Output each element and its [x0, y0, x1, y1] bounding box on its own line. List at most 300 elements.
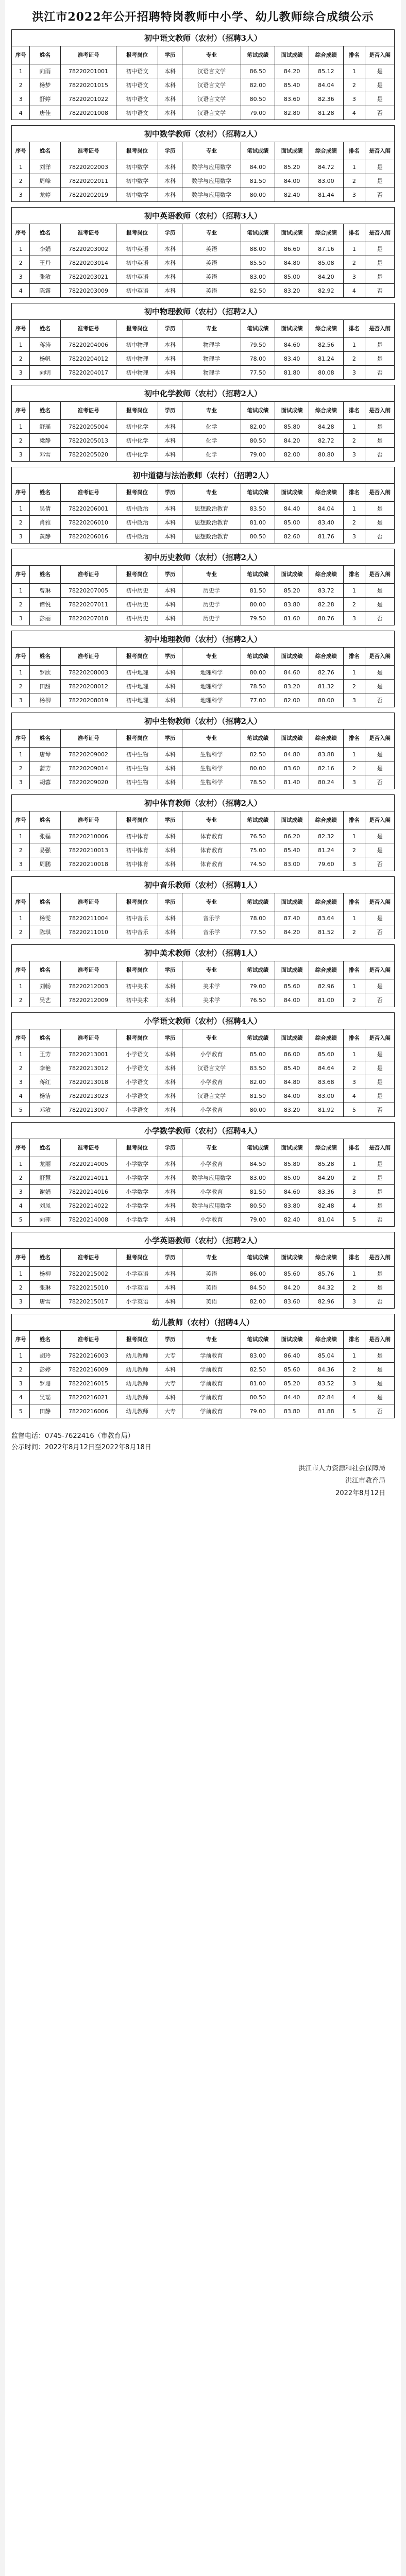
- table-cell: 谢娟: [30, 1185, 60, 1199]
- section-title: 初中英语教师（农村）（招聘3人）: [11, 207, 395, 224]
- table-cell: 3: [343, 448, 365, 462]
- column-header: 准考证号: [60, 730, 116, 748]
- table-cell: 2: [12, 598, 30, 612]
- score-table: [11, 565, 395, 625]
- column-header: 报考岗位: [116, 811, 158, 829]
- table-header-row: [12, 320, 395, 338]
- score-section: [11, 794, 395, 876]
- table-cell: 78220216006: [60, 1404, 116, 1418]
- column-header: 报考岗位: [116, 484, 158, 502]
- column-header: 姓名: [30, 648, 60, 666]
- table-cell: 英语: [182, 270, 241, 284]
- table-cell: 2: [343, 925, 365, 939]
- column-header: 学历: [158, 566, 182, 584]
- table-cell: 小学数学: [116, 1213, 158, 1227]
- table-row: [12, 516, 395, 530]
- column-header: 综合成绩: [309, 1249, 343, 1267]
- table-cell: 音乐学: [182, 925, 241, 939]
- column-header: 姓名: [30, 1029, 60, 1047]
- column-header: 准考证号: [60, 46, 116, 64]
- table-cell: 82.96: [309, 1295, 343, 1309]
- table-cell: 田静: [30, 1404, 60, 1418]
- table-cell: 80.50: [241, 92, 275, 106]
- table-cell: 物理学: [182, 338, 241, 352]
- score-section: [11, 713, 395, 794]
- table-cell: 本科: [158, 1171, 182, 1185]
- table-cell: 地理科学: [182, 693, 241, 707]
- column-header: 面试成绩: [275, 224, 309, 242]
- table-cell: 2: [343, 516, 365, 530]
- column-header: 序号: [12, 1139, 30, 1157]
- table-cell: 是: [365, 598, 395, 612]
- table-cell: 1: [12, 160, 30, 174]
- table-cell: 5: [12, 1103, 30, 1117]
- table-cell: 向雨: [30, 64, 60, 78]
- table-cell: 86.50: [241, 64, 275, 78]
- column-header: 是否入闱: [365, 402, 395, 420]
- section-title: 初中物理教师（农村）（招聘2人）: [11, 303, 395, 319]
- table-cell: 否: [365, 366, 395, 380]
- table-cell: 历史学: [182, 598, 241, 612]
- column-header: 准考证号: [60, 566, 116, 584]
- table-cell: 初中语文: [116, 106, 158, 120]
- column-header: 专业: [182, 46, 241, 64]
- table-cell: 78220214008: [60, 1213, 116, 1227]
- table-cell: 初中语文: [116, 64, 158, 78]
- table-cell: 初中生物: [116, 775, 158, 789]
- table-cell: 小学语文: [116, 1089, 158, 1103]
- table-cell: 78220209014: [60, 761, 116, 775]
- table-cell: 78220202019: [60, 188, 116, 202]
- table-cell: 78220213001: [60, 1047, 116, 1061]
- table-cell: 85.00: [275, 270, 309, 284]
- table-cell: 2: [12, 352, 30, 366]
- table-cell: 生物科学: [182, 775, 241, 789]
- column-header: 是否入闱: [365, 320, 395, 338]
- table-cell: 美术学: [182, 993, 241, 1007]
- table-cell: 78220214005: [60, 1157, 116, 1171]
- score-section: [11, 303, 395, 385]
- column-header: 学历: [158, 730, 182, 748]
- section-title: 幼儿教师（农村）（招聘4人）: [11, 1314, 395, 1330]
- score-table: [11, 1139, 395, 1227]
- table-cell: 78220209002: [60, 748, 116, 761]
- table-cell: 初中政治: [116, 502, 158, 516]
- table-cell: 85.08: [309, 256, 343, 270]
- column-header: 是否入闱: [365, 961, 395, 979]
- table-cell: 82.96: [309, 979, 343, 993]
- table-cell: 黄静: [30, 530, 60, 544]
- table-cell: 小学语文: [116, 1103, 158, 1117]
- score-section: [11, 549, 395, 631]
- table-cell: 3: [12, 693, 30, 707]
- table-cell: 幼儿教师: [116, 1349, 158, 1363]
- section-spacer: [11, 1309, 395, 1314]
- table-cell: 1: [343, 160, 365, 174]
- table-cell: 78220208019: [60, 693, 116, 707]
- section-title: 初中地理教师（农村）（招聘2人）: [11, 631, 395, 647]
- table-cell: 本科: [158, 1199, 182, 1213]
- column-header: 报考岗位: [116, 566, 158, 584]
- column-header: 准考证号: [60, 1331, 116, 1349]
- table-cell: 1: [343, 911, 365, 925]
- column-header: 笔试成绩: [241, 961, 275, 979]
- table-cell: 84.00: [275, 993, 309, 1007]
- table-cell: 87.40: [275, 911, 309, 925]
- table-cell: 3: [12, 857, 30, 871]
- table-cell: 物理学: [182, 366, 241, 380]
- table-cell: 初中地理: [116, 693, 158, 707]
- table-cell: 初中历史: [116, 612, 158, 625]
- table-cell: 82.50: [241, 1363, 275, 1377]
- table-cell: 初中体育: [116, 843, 158, 857]
- table-cell: 汉语言文学: [182, 1061, 241, 1075]
- table-cell: 82.40: [275, 188, 309, 202]
- column-header: 准考证号: [60, 1249, 116, 1267]
- table-cell: 是: [365, 502, 395, 516]
- table-cell: 初中生物: [116, 748, 158, 761]
- table-cell: 78220208003: [60, 666, 116, 680]
- column-header: 是否入闱: [365, 224, 395, 242]
- table-cell: 81.50: [241, 1089, 275, 1103]
- table-row: [12, 612, 395, 625]
- table-cell: 汉语言文学: [182, 106, 241, 120]
- table-cell: 本科: [158, 64, 182, 78]
- column-header: 姓名: [30, 811, 60, 829]
- table-cell: 4: [12, 1199, 30, 1213]
- table-cell: 78220211004: [60, 911, 116, 925]
- table-cell: 1: [12, 502, 30, 516]
- score-section: [11, 1122, 395, 1232]
- table-header-row: [12, 402, 395, 420]
- column-header: 笔试成绩: [241, 566, 275, 584]
- section-spacer: [11, 380, 395, 385]
- column-header: 专业: [182, 566, 241, 584]
- table-cell: 79.50: [241, 612, 275, 625]
- table-cell: 汉语言文学: [182, 78, 241, 92]
- column-header: 报考岗位: [116, 1029, 158, 1047]
- column-header: 序号: [12, 566, 30, 584]
- table-cell: 是: [365, 338, 395, 352]
- column-header: 面试成绩: [275, 961, 309, 979]
- column-header: 序号: [12, 1331, 30, 1349]
- column-header: 是否入闱: [365, 566, 395, 584]
- table-row: [12, 352, 395, 366]
- table-cell: 幼儿教师: [116, 1363, 158, 1377]
- section-title: 小学数学教师（农村）（招聘4人）: [11, 1122, 395, 1139]
- column-header: 是否入闱: [365, 1331, 395, 1349]
- table-cell: 是: [365, 843, 395, 857]
- table-cell: 本科: [158, 1363, 182, 1377]
- table-cell: 汉语言文学: [182, 64, 241, 78]
- table-row: [12, 1213, 395, 1227]
- table-cell: 81.80: [275, 366, 309, 380]
- table-cell: 82.56: [309, 338, 343, 352]
- table-cell: 83.00: [309, 1089, 343, 1103]
- table-cell: 曾琳: [30, 584, 60, 598]
- table-row: [12, 680, 395, 693]
- table-cell: 4: [12, 1391, 30, 1404]
- table-cell: 2: [343, 352, 365, 366]
- table-cell: 83.68: [309, 1075, 343, 1089]
- column-header: 准考证号: [60, 1139, 116, 1157]
- column-header: 是否入闱: [365, 730, 395, 748]
- table-cell: 3: [12, 530, 30, 544]
- table-cell: 84.50: [241, 1157, 275, 1171]
- score-table: [11, 1029, 395, 1117]
- column-header: 面试成绩: [275, 46, 309, 64]
- table-row: [12, 1281, 395, 1295]
- table-cell: 是: [365, 78, 395, 92]
- table-cell: 初中体育: [116, 829, 158, 843]
- table-cell: 化学: [182, 448, 241, 462]
- table-cell: 初中英语: [116, 270, 158, 284]
- table-cell: 初中体育: [116, 857, 158, 871]
- table-cell: 83.52: [309, 1377, 343, 1391]
- table-cell: 83.20: [275, 680, 309, 693]
- table-cell: 84.60: [275, 666, 309, 680]
- table-cell: 是: [365, 1089, 395, 1103]
- score-section: [11, 631, 395, 713]
- table-cell: 否: [365, 612, 395, 625]
- table-cell: 是: [365, 64, 395, 78]
- section-spacer: [11, 939, 395, 944]
- table-cell: 是: [365, 1061, 395, 1075]
- table-cell: 78220207011: [60, 598, 116, 612]
- score-section: [11, 1012, 395, 1122]
- table-cell: 3: [343, 270, 365, 284]
- table-cell: 75.00: [241, 843, 275, 857]
- table-cell: 83.72: [309, 584, 343, 598]
- table-cell: 邓敏: [30, 1103, 60, 1117]
- column-header: 排名: [343, 402, 365, 420]
- document-title: 洪江市2022年公开招聘特岗教师中小学、幼儿教师综合成绩公示: [32, 10, 374, 24]
- table-cell: 5: [343, 1213, 365, 1227]
- column-header: 准考证号: [60, 961, 116, 979]
- column-header: 准考证号: [60, 484, 116, 502]
- column-header: 专业: [182, 142, 241, 160]
- column-header: 学历: [158, 961, 182, 979]
- table-cell: 2: [12, 761, 30, 775]
- table-cell: 否: [365, 1103, 395, 1117]
- table-cell: 4: [12, 106, 30, 120]
- column-header: 学历: [158, 1331, 182, 1349]
- table-cell: 85.20: [275, 1377, 309, 1391]
- table-cell: 初中音乐: [116, 911, 158, 925]
- table-cell: 生物科学: [182, 748, 241, 761]
- column-header: 姓名: [30, 320, 60, 338]
- table-row: [12, 1103, 395, 1117]
- column-header: 准考证号: [60, 142, 116, 160]
- column-header: 报考岗位: [116, 1249, 158, 1267]
- table-row: [12, 78, 395, 92]
- section-title: 初中道德与法治教师（农村）（招聘2人）: [11, 467, 395, 483]
- table-cell: 2: [343, 256, 365, 270]
- table-cell: 化学: [182, 434, 241, 448]
- table-cell: 学前教育: [182, 1404, 241, 1418]
- column-header: 综合成绩: [309, 1139, 343, 1157]
- column-header: 排名: [343, 46, 365, 64]
- table-cell: 是: [365, 1363, 395, 1377]
- table-cell: 82.76: [309, 666, 343, 680]
- table-cell: 3: [343, 857, 365, 871]
- column-header: 是否入闱: [365, 484, 395, 502]
- table-cell: 81.00: [241, 516, 275, 530]
- table-cell: 1: [12, 1047, 30, 1061]
- table-cell: 1: [343, 666, 365, 680]
- table-cell: 数学与应用数学: [182, 174, 241, 188]
- table-cell: 87.16: [309, 242, 343, 256]
- table-cell: 吴瑶: [30, 1391, 60, 1404]
- table-cell: 3: [12, 1185, 30, 1199]
- column-header: 是否入闱: [365, 1249, 395, 1267]
- table-cell: 本科: [158, 911, 182, 925]
- table-cell: 小学数学: [116, 1185, 158, 1199]
- score-table: [11, 729, 395, 789]
- table-cell: 85.00: [275, 1171, 309, 1185]
- table-cell: 78.00: [241, 352, 275, 366]
- section-spacer: [11, 544, 395, 549]
- column-header: 专业: [182, 224, 241, 242]
- column-header: 学历: [158, 402, 182, 420]
- table-cell: 84.28: [309, 420, 343, 434]
- table-cell: 83.40: [309, 516, 343, 530]
- table-cell: 初中美术: [116, 993, 158, 1007]
- table-cell: 84.50: [241, 1281, 275, 1295]
- table-cell: 78220206016: [60, 530, 116, 544]
- table-row: [12, 1089, 395, 1103]
- table-row: [12, 1404, 395, 1418]
- table-cell: 是: [365, 256, 395, 270]
- table-cell: 79.00: [241, 1404, 275, 1418]
- table-row: [12, 160, 395, 174]
- table-header-row: [12, 1249, 395, 1267]
- table-cell: 是: [365, 1075, 395, 1089]
- table-cell: 蒲芳: [30, 761, 60, 775]
- table-cell: 2: [343, 1363, 365, 1377]
- table-cell: 83.80: [275, 598, 309, 612]
- table-cell: 78220203014: [60, 256, 116, 270]
- section-spacer: [11, 1227, 395, 1232]
- table-cell: 80.00: [241, 1103, 275, 1117]
- table-cell: 85.60: [275, 1363, 309, 1377]
- column-header: 专业: [182, 484, 241, 502]
- column-header: 姓名: [30, 730, 60, 748]
- table-cell: 本科: [158, 993, 182, 1007]
- table-cell: 78220210006: [60, 829, 116, 843]
- table-cell: 陈琪: [30, 925, 60, 939]
- signoff-org-1: 洪江市人力资源和社会保障局: [298, 1465, 385, 1472]
- document-page: [5, 0, 401, 2576]
- table-cell: 78220203002: [60, 242, 116, 256]
- table-cell: 1: [12, 1157, 30, 1171]
- table-cell: 张琳: [30, 1281, 60, 1295]
- column-header: 综合成绩: [309, 1331, 343, 1349]
- table-cell: 小学语文: [116, 1061, 158, 1075]
- table-cell: 是: [365, 352, 395, 366]
- column-header: 面试成绩: [275, 1029, 309, 1047]
- table-cell: 英语: [182, 284, 241, 298]
- table-row: [12, 502, 395, 516]
- column-header: 学历: [158, 1249, 182, 1267]
- table-cell: 蒋涛: [30, 338, 60, 352]
- table-cell: 杨洁: [30, 1089, 60, 1103]
- table-cell: 张敏: [30, 270, 60, 284]
- table-cell: 81.88: [309, 1404, 343, 1418]
- column-header: 排名: [343, 1029, 365, 1047]
- table-cell: 幼儿教师: [116, 1377, 158, 1391]
- table-cell: 1: [12, 911, 30, 925]
- column-header: 学历: [158, 893, 182, 911]
- table-cell: 2: [343, 680, 365, 693]
- column-header: 学历: [158, 142, 182, 160]
- table-cell: 2: [343, 434, 365, 448]
- column-header: 报考岗位: [116, 142, 158, 160]
- table-row: [12, 911, 395, 925]
- table-cell: 82.00: [241, 1075, 275, 1089]
- table-cell: 82.16: [309, 761, 343, 775]
- table-cell: 81.00: [241, 1377, 275, 1391]
- table-cell: 历史学: [182, 612, 241, 625]
- table-cell: 否: [365, 775, 395, 789]
- table-cell: 81.28: [309, 106, 343, 120]
- table-cell: 初中生物: [116, 761, 158, 775]
- column-header: 笔试成绩: [241, 1331, 275, 1349]
- table-row: [12, 434, 395, 448]
- section-title: 小学英语教师（农村）（招聘2人）: [11, 1232, 395, 1248]
- table-cell: 数学与应用数学: [182, 160, 241, 174]
- column-header: 排名: [343, 566, 365, 584]
- score-table: [11, 961, 395, 1007]
- table-cell: 83.50: [241, 502, 275, 516]
- table-cell: 否: [365, 857, 395, 871]
- table-cell: 81.50: [241, 174, 275, 188]
- column-header: 面试成绩: [275, 402, 309, 420]
- table-cell: 84.80: [275, 748, 309, 761]
- table-row: [12, 256, 395, 270]
- column-header: 专业: [182, 961, 241, 979]
- column-header: 序号: [12, 961, 30, 979]
- table-cell: 78220214011: [60, 1171, 116, 1185]
- table-cell: 是: [365, 666, 395, 680]
- table-cell: 82.84: [309, 1391, 343, 1404]
- table-cell: 84.36: [309, 1363, 343, 1377]
- table-cell: 86.20: [275, 829, 309, 843]
- table-cell: 3: [12, 448, 30, 462]
- table-cell: 78220212009: [60, 993, 116, 1007]
- score-section: [11, 1232, 395, 1314]
- column-header: 笔试成绩: [241, 484, 275, 502]
- table-cell: 79.50: [241, 338, 275, 352]
- column-header: 序号: [12, 484, 30, 502]
- table-cell: 初中英语: [116, 256, 158, 270]
- table-cell: 唐雪: [30, 1295, 60, 1309]
- table-cell: 80.80: [309, 448, 343, 462]
- table-cell: 1: [12, 979, 30, 993]
- table-cell: 3: [343, 612, 365, 625]
- table-cell: 本科: [158, 420, 182, 434]
- table-cell: 2: [12, 256, 30, 270]
- table-cell: 4: [12, 1089, 30, 1103]
- table-cell: 83.20: [275, 284, 309, 298]
- table-cell: 83.00: [241, 270, 275, 284]
- table-cell: 是: [365, 242, 395, 256]
- table-cell: 2: [343, 1281, 365, 1295]
- table-cell: 76.50: [241, 993, 275, 1007]
- table-cell: 周峰: [30, 174, 60, 188]
- table-cell: 80.00: [309, 693, 343, 707]
- table-cell: 2: [12, 925, 30, 939]
